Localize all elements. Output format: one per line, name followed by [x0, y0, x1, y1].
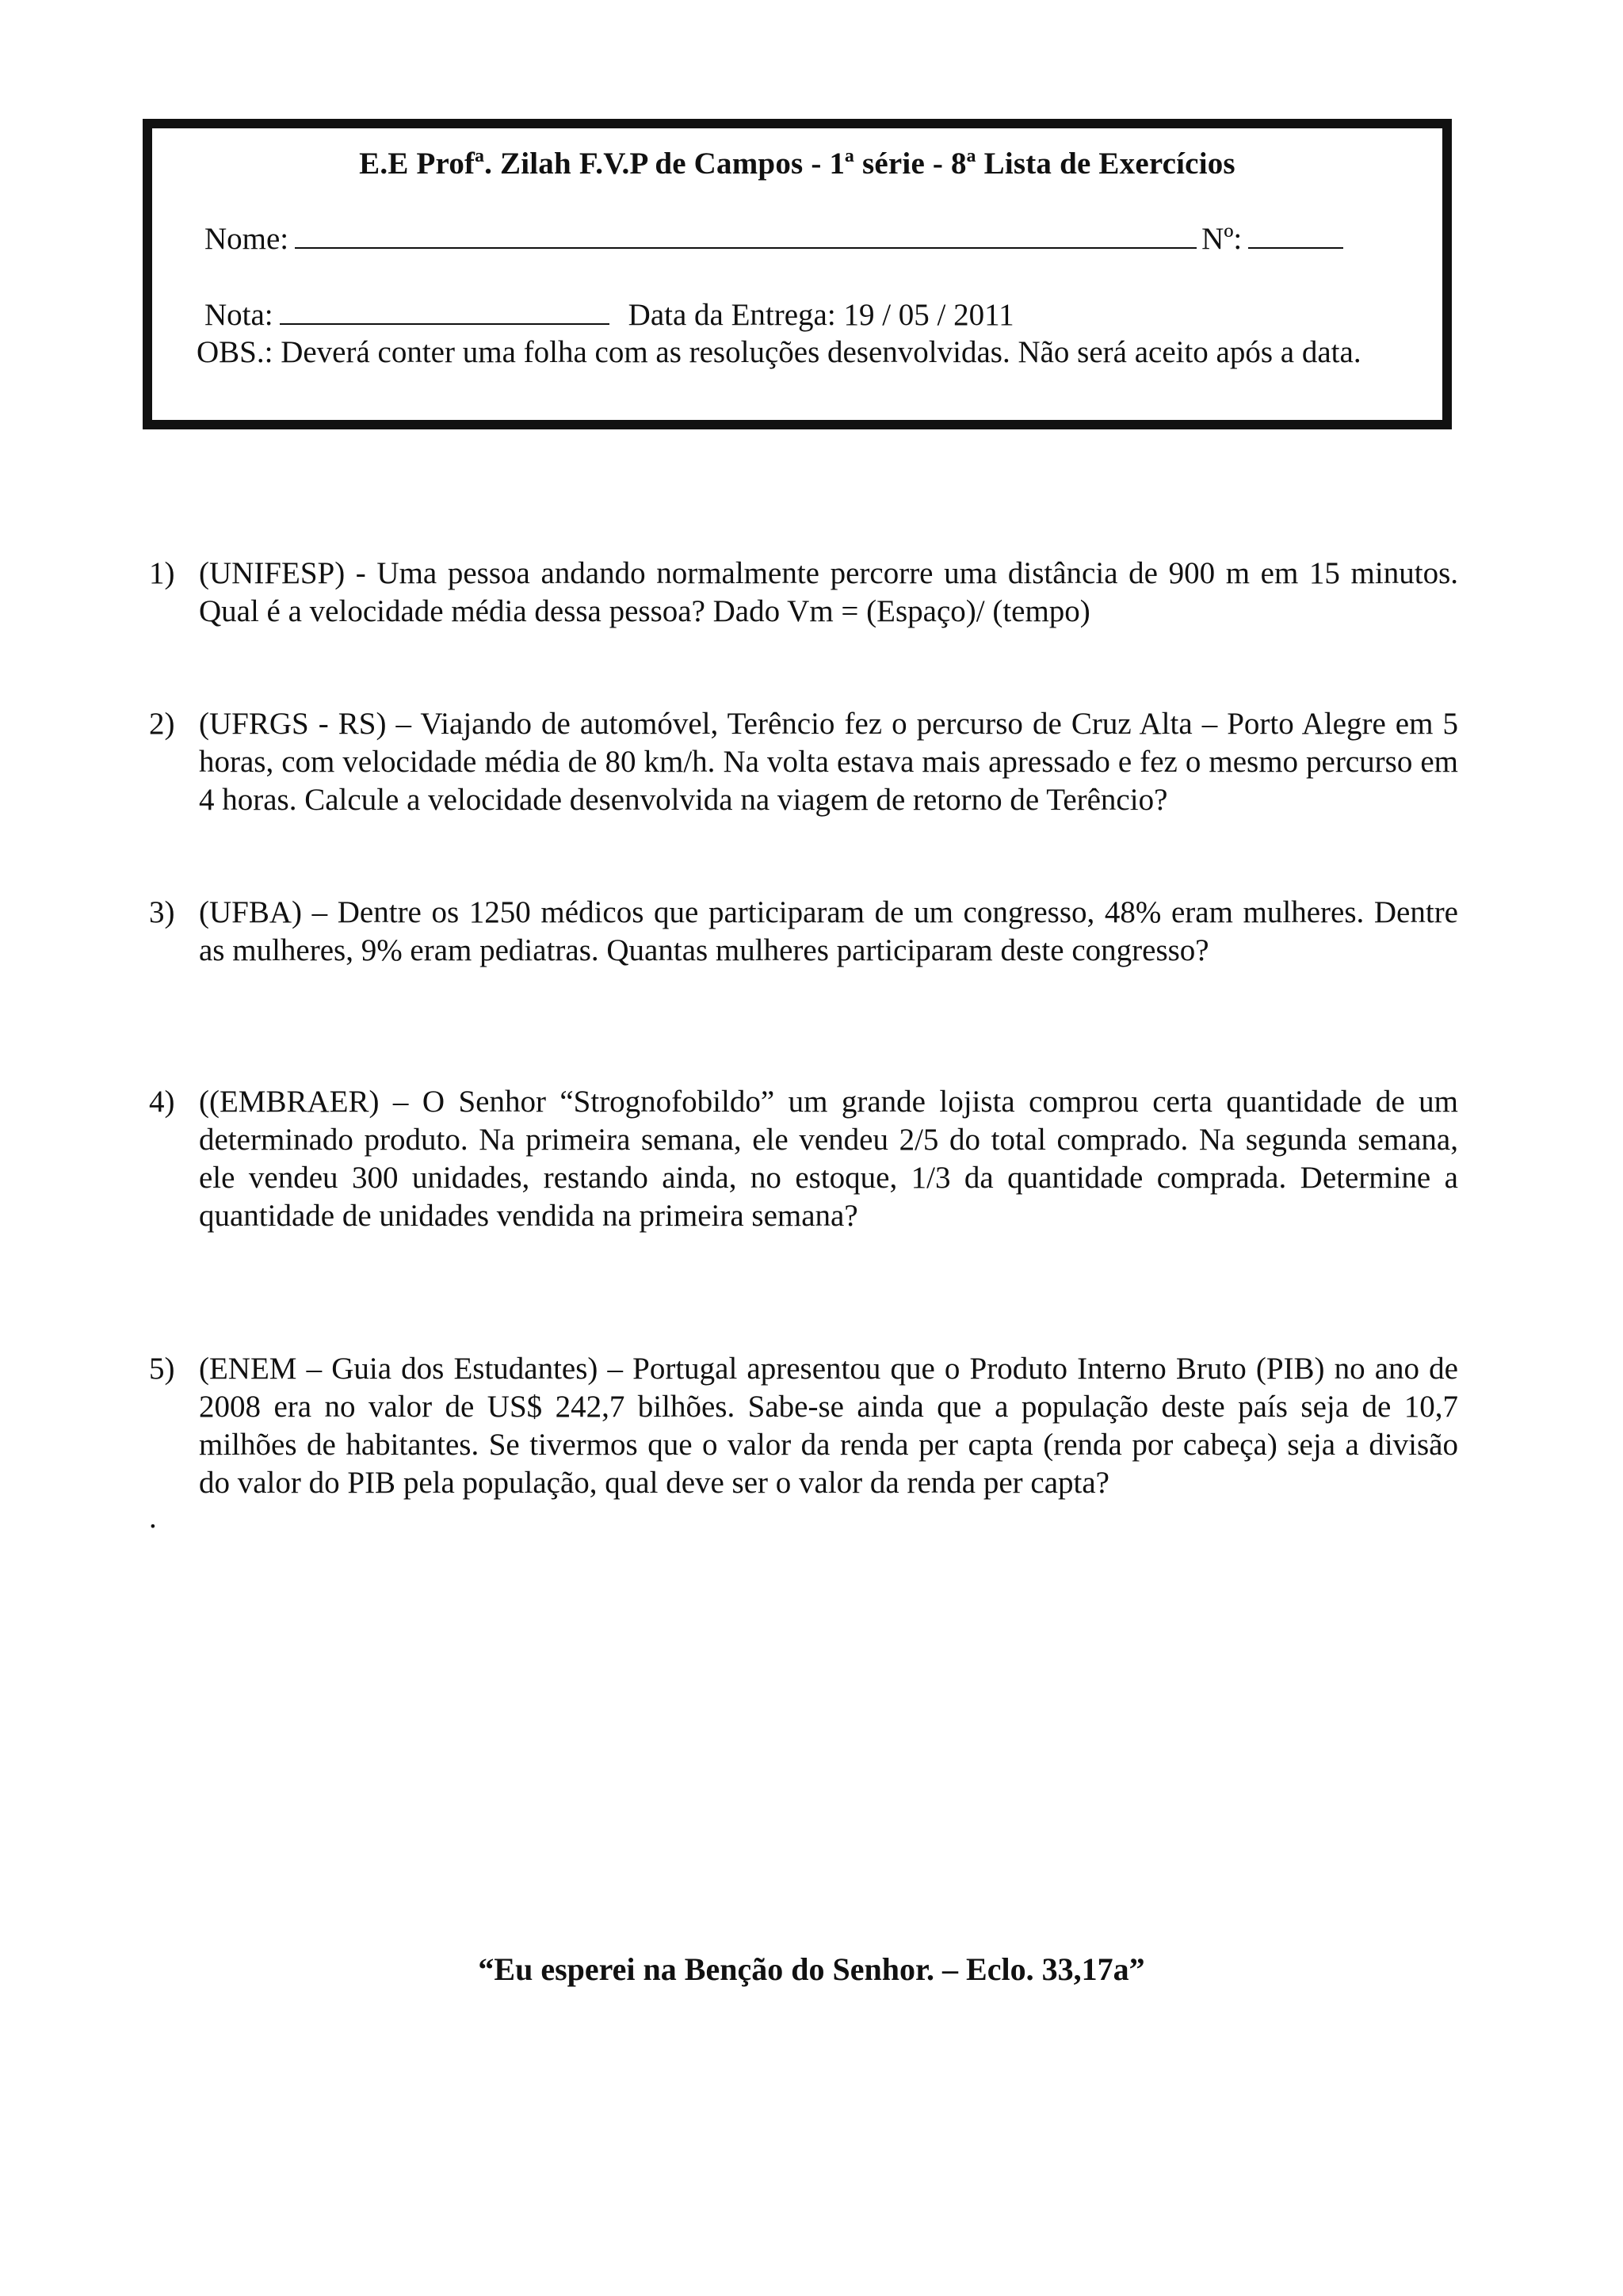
question-text: (UNIFESP) - Uma pessoa andando normalmente percorre uma distância de 900 m em 15 minutos. Qual é a velocidade média dessa pessoa? Dado Vm = (Espaço)/ (tempo): [199, 556, 1458, 628]
stray-mark: .: [149, 1501, 157, 1535]
data-entrega: Data da Entrega: 19 / 05 / 2011: [628, 298, 1014, 332]
question-number: 2): [149, 707, 175, 741]
question-1: [149, 555, 1458, 631]
question-text: (UFBA) – Dentre os 1250 médicos que participaram de um congresso, 48% eram mulheres. Dentre as mulheres, 9% eram pediatras. Quantas mulheres participaram deste congresso?: [199, 895, 1458, 967]
question-number: 3): [149, 895, 175, 929]
footer-quote: “Eu esperei na Benção do Senhor. – Eclo. 33,17a”: [478, 1951, 1145, 1987]
question-number: 4): [149, 1085, 175, 1119]
question-5: [149, 1350, 1458, 1502]
nota-label: Nota:: [204, 298, 273, 332]
question-text: (UFRGS - RS) – Viajando de automóvel, Terêncio fez o percurso de Cruz Alta – Porto Alegre em 5 horas, com velocidade média de 80 km/h. Na volta estava mais apressado e fez o mesmo percurso em 4 horas. Calcule a velocidade desenvolvida na viagem de retorno de Terêncio?: [199, 707, 1458, 817]
nome-line: [204, 220, 1343, 257]
header-box: [143, 119, 1452, 429]
header-title: E.E Profª. Zilah F.V.P de Campos - 1ª série - 8ª Lista de Exercícios: [359, 147, 1235, 181]
question-text: (ENEM – Guia dos Estudantes) – Portugal apresentou que o Produto Interno Bruto (PIB) no ano de 2008 era no valor de US$ 242,7 bilhões. Sabe-se ainda que a população deste país seja de 10,7 milhões de habitantes. Se tivermos que o valor da renda per capta (renda por cabeça) seja a divisão do valor do PIB pela população, qual deve ser o valor da renda per capta?: [199, 1352, 1458, 1500]
numero-label: Nº:: [1201, 222, 1243, 256]
question-3: [149, 894, 1458, 970]
nome-blank: [295, 220, 1197, 249]
question-number: 5): [149, 1352, 175, 1386]
question-number: 1): [149, 556, 175, 590]
nome-label: Nome:: [204, 222, 289, 256]
question-2: [149, 705, 1458, 819]
nota-line: [204, 296, 1014, 333]
numero-blank: [1248, 220, 1343, 249]
nota-blank: [280, 296, 609, 325]
question-text: ((EMBRAER) – O Senhor “Strognofobildo” um grande lojista comprou certa quantidade de um determinado produto. Na primeira semana, ele vendeu 2/5 do total comprado. Na segunda semana, ele vendeu 300 unidades, restando ainda, no estoque, 1/3 da quantidade comprada. Determine a quantidade de unidades vendida na primeira semana?: [199, 1085, 1458, 1233]
question-4: [149, 1083, 1458, 1235]
obs-line: OBS.: Deverá conter uma folha com as resoluções desenvolvidas. Não será aceito após a data.: [197, 335, 1361, 369]
